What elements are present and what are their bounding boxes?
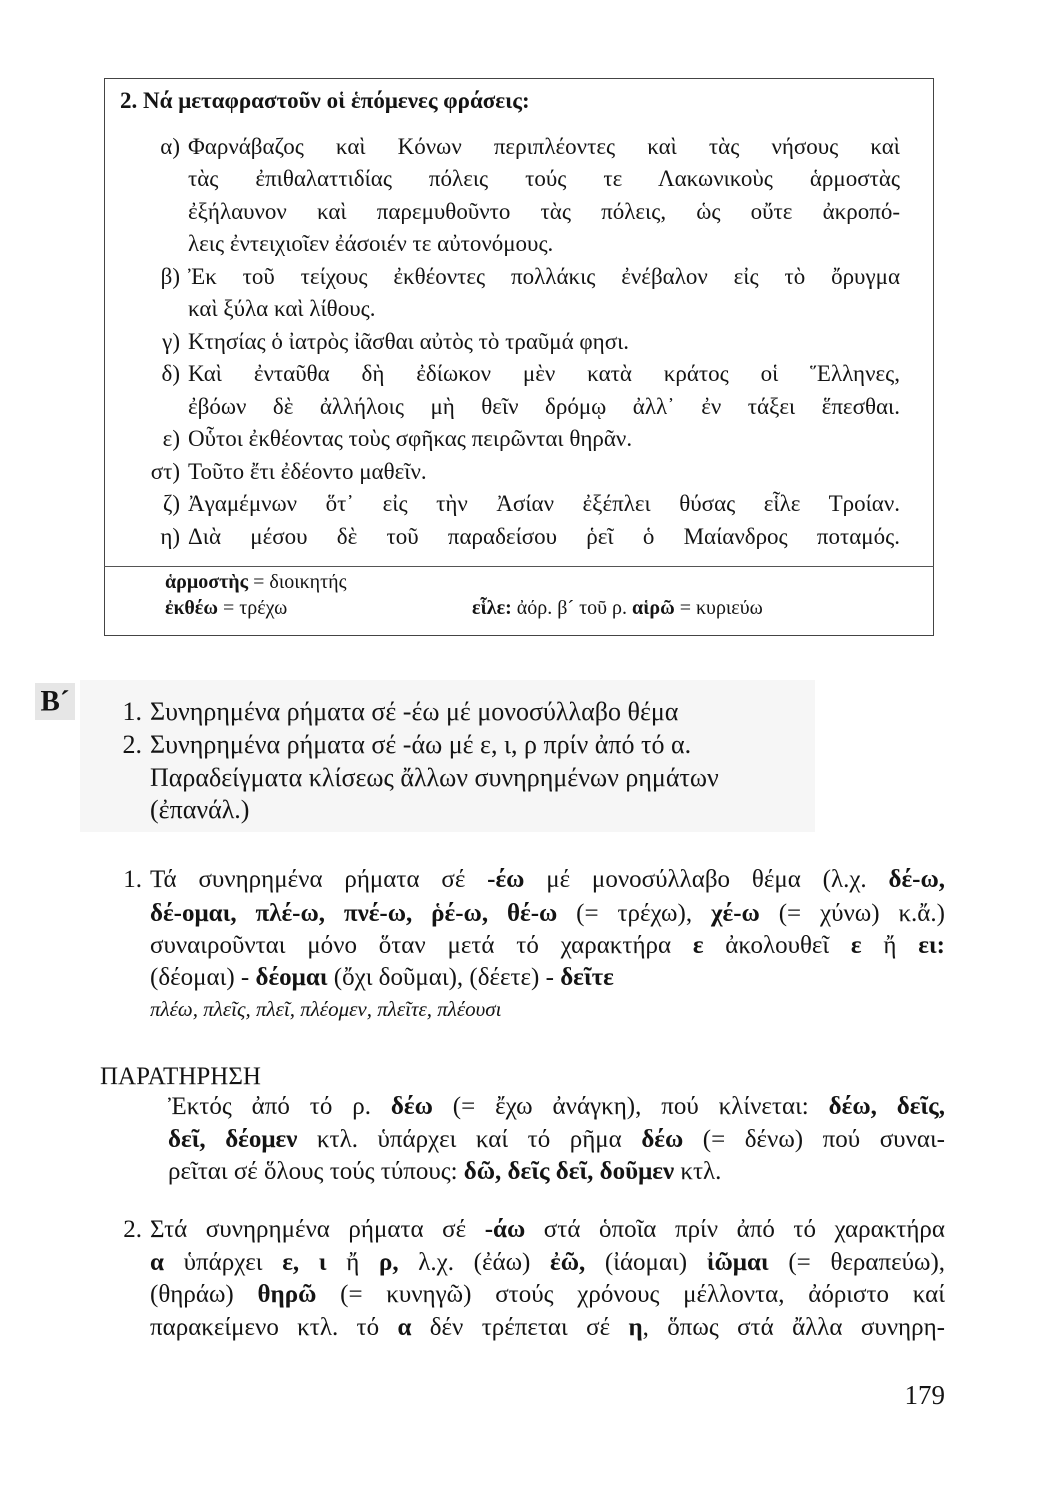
text-segment: = διοικητής — [248, 571, 347, 593]
paragraph-line — [150, 963, 614, 993]
text-segment: , ὅπως στά ἄλλα συνηρη- — [642, 1314, 945, 1341]
glossary-entry — [165, 594, 287, 622]
item-label: α) — [160, 134, 180, 159]
item-line — [188, 295, 375, 323]
text-segment: ε — [692, 932, 704, 959]
text-segment: Τά συνηρημένα ρήματα σέ — [150, 866, 488, 893]
text-segment: λεις ἐντειχιοῖεν ἐάσοιέν τε αὐτονόμους. — [188, 231, 554, 256]
item-label: ζ) — [162, 491, 180, 516]
item-line — [188, 198, 900, 226]
topic-line — [150, 696, 678, 728]
text-segment: (= ἔχω ἀνάγκη), πού κλίνεται: — [432, 1093, 829, 1120]
paragraph-line — [150, 1280, 945, 1310]
text-segment: ἀόρ. β´ τοῦ ρ. — [511, 597, 632, 619]
text-segment: Οὗτοι ἐκθέοντας τοὺς σφῆκας πειρῶνται θηρᾶν. — [188, 426, 633, 451]
text-segment: (= χύνω) κ.ἄ.) — [759, 900, 945, 927]
text-segment: ρ, — [378, 1249, 399, 1276]
text-segment: θηρῶ — [257, 1281, 317, 1308]
note-line — [168, 1092, 945, 1122]
topic-line — [150, 729, 691, 761]
text-segment: στά ὁποῖα πρίν ἀπό τό χαρακτήρα — [525, 1216, 945, 1243]
item-line — [188, 263, 900, 291]
page-number: 179 — [904, 1380, 945, 1410]
text-segment: χέ-ω — [710, 900, 760, 927]
paragraph-line — [150, 1215, 945, 1245]
text-segment: (= δένω) πού συναι- — [683, 1126, 946, 1153]
text-segment: δέν τρέπεται σέ — [411, 1314, 629, 1341]
topic-line — [150, 762, 719, 794]
text-segment: ε, ι — [282, 1249, 327, 1276]
exercise-box — [104, 78, 934, 636]
glossary-entry — [472, 594, 763, 622]
text-segment: παρακείμενο κτλ. τό — [150, 1314, 398, 1341]
text-segment: δέ-ομαι, πλέ-ω, πνέ-ω, ῥέ-ω, θέ-ω — [150, 900, 558, 927]
text-segment: Στά συνηρημένα ρήματα σέ — [150, 1216, 485, 1243]
text-segment: (ὄχι δοῦμαι), (δέετε) - — [327, 964, 561, 991]
text-segment: ἐβόων δὲ ἀλλήλοις μὴ θεῖν δρόμῳ ἀλλ᾽ ἐν τάξει ἕπεσθαι. — [188, 394, 900, 419]
text-segment: Καὶ ἐνταῦθα δὴ ἐδίωκον μὲν κατὰ κράτος οἱ Ἕλληνες, — [188, 361, 900, 386]
text-segment: ε — [850, 932, 862, 959]
text-segment: μέ μονοσύλλαβο θέμα (λ.χ. — [524, 866, 889, 893]
text-segment: δέομαι — [255, 964, 328, 991]
text-segment: Κτησίας ὁ ἰατρὸς ἰᾶσθαι αὐτὸς τὸ τραῦμά φησι. — [188, 329, 630, 354]
text-segment: (θηράω) — [150, 1281, 258, 1308]
text-segment: ἐξήλαυνον καὶ παρεμυθοῦντο τὰς πόλεις, ὡς οὔτε ἀκροπό- — [188, 199, 900, 224]
paragraph-line — [150, 1248, 945, 1278]
text-segment: ἀκολουθεῖ — [703, 932, 851, 959]
item-line — [188, 328, 629, 356]
paragraph-number: 2. — [123, 1216, 142, 1243]
text-segment: δέω — [641, 1126, 684, 1153]
text-segment: εἷλε: — [472, 597, 512, 619]
text-segment: -έω — [487, 866, 525, 893]
text-segment: Συνηρημένα ρήματα σέ -άω μέ ε, ι, ρ πρίν ἀπό τό α. — [150, 730, 692, 759]
item-label: γ) — [162, 329, 180, 354]
text-segment: δέω, δεῖς, — [828, 1093, 945, 1120]
text-segment: Ἀγαμέμνων ὅτ᾽ εἰς τὴν Ἀσίαν ἐξέπλει θύσας εἷλε Τροίαν. — [188, 491, 900, 516]
text-segment: δεῖτε — [560, 964, 614, 991]
glossary-divider — [104, 566, 934, 567]
item-line — [188, 523, 900, 551]
item-line — [188, 165, 900, 193]
text-segment: δῶ, δεῖς δεῖ, δοῦμεν — [463, 1158, 675, 1185]
item-label: η) — [160, 524, 180, 549]
text-segment: Ἐκ τοῦ τείχους ἐκθέοντες πολλάκις ἐνέβαλον εἰς τὸ ὄρυγμα — [188, 264, 900, 289]
text-segment: δεῖ, δέομεν — [168, 1126, 298, 1153]
text-segment: (δέομαι) - — [150, 964, 256, 991]
text-segment: ἐκθέω — [165, 597, 218, 619]
text-segment: = κυριεύω — [674, 597, 763, 619]
text-segment: Συνηρημένα ρήματα σέ -έω μέ μονοσύλλαβο θέμα — [150, 697, 679, 726]
item-label: στ) — [150, 459, 180, 484]
text-segment: -άω — [484, 1216, 526, 1243]
text-segment: Ἐκτός ἀπό τό ρ. — [168, 1093, 391, 1120]
text-segment: πλέω, πλεῖς, πλεῖ, πλέομεν, πλεῖτε, πλέουσι — [150, 997, 502, 1021]
note-line — [168, 1125, 945, 1155]
text-segment: α — [397, 1314, 412, 1341]
text-segment: ἤ — [861, 932, 919, 959]
text-segment: = τρέχω — [217, 597, 288, 619]
section-label: Β´ — [35, 683, 75, 720]
text-segment: (ἰάομαι) — [585, 1249, 707, 1276]
text-segment: (= τρέχω), — [557, 900, 711, 927]
item-line — [188, 360, 900, 388]
text-segment: ὑπάρχει — [163, 1249, 283, 1276]
text-segment: (ἐπανάλ.) — [150, 795, 250, 824]
text-segment: Διὰ μέσου δὲ τοῦ παραδείσου ῥεῖ ὁ Μαίανδρος ποταμός. — [188, 524, 900, 549]
item-label: δ) — [161, 361, 180, 386]
text-segment: δέω — [390, 1093, 433, 1120]
text-segment: ἰῶμαι — [706, 1249, 769, 1276]
text-segment: Παραδείγματα κλίσεως ἄλλων συνηρημένων ρημάτων — [150, 763, 719, 792]
text-segment: Τοῦτο ἔτι ἐδέοντο μαθεῖν. — [188, 459, 427, 484]
text-segment: κτλ. — [674, 1158, 722, 1185]
text-segment: (= κυνηγῶ) στούς χρόνους μέλλοντα, ἀόριστο καί — [316, 1281, 945, 1308]
item-line — [188, 230, 553, 258]
text-segment: ἁρμοστὴς — [165, 571, 249, 593]
topic-number: 2. — [122, 730, 142, 759]
text-segment: 2. Νά μεταφραστοῦν οἱ ἑπόμενες φράσεις: — [120, 88, 530, 113]
text-segment: συναιροῦνται μόνο ὅταν μετά τό χαρακτήρα — [150, 932, 693, 959]
note-line — [168, 1157, 721, 1187]
text-segment: κτλ. ὑπάρχει καί τό ρῆμα — [297, 1126, 642, 1153]
text-segment: ἤ — [326, 1249, 379, 1276]
text-segment: δέ-ω, — [888, 866, 945, 893]
note-heading: ΠΑΡΑΤΗΡΗΣΗ — [100, 1063, 261, 1090]
item-line — [188, 458, 427, 486]
text-segment: ει: — [918, 932, 945, 959]
paragraph-line — [150, 1313, 945, 1343]
text-segment: Φαρνάβαζος καὶ Κόνων περιπλέοντες καὶ τὰς νήσους καὶ — [188, 134, 900, 159]
glossary-entry — [165, 568, 347, 596]
text-segment: ἐῶ, — [550, 1249, 586, 1276]
item-label: ε) — [162, 426, 180, 451]
item-line — [188, 133, 900, 161]
paragraph-number: 1. — [123, 866, 142, 893]
text-segment: τὰς ἐπιθαλαττιδίας πόλεις τούς τε Λακωνικοὺς ἁρμοστὰς — [188, 166, 900, 191]
exercise-title — [120, 87, 530, 115]
text-segment: λ.χ. (ἐάω) — [398, 1249, 551, 1276]
paragraph-line — [150, 865, 945, 895]
item-line — [188, 393, 900, 421]
text-segment: α — [150, 1249, 164, 1276]
topic-line — [150, 794, 249, 826]
item-line — [188, 425, 632, 453]
text-segment: (= θεραπεύω), — [768, 1249, 946, 1276]
text-segment: ρεῖται σέ ὅλους τούς τύπους: — [168, 1158, 464, 1185]
conjugation-example — [150, 994, 501, 1024]
paragraph-line — [150, 899, 945, 929]
paragraph-line — [150, 931, 945, 961]
topic-number: 1. — [122, 697, 142, 726]
text-segment: αἱρῶ — [632, 597, 675, 619]
item-label: β) — [160, 264, 180, 289]
text-segment: καὶ ξύλα καὶ λίθους. — [188, 296, 376, 321]
text-segment: η — [628, 1314, 643, 1341]
item-line — [188, 490, 900, 518]
